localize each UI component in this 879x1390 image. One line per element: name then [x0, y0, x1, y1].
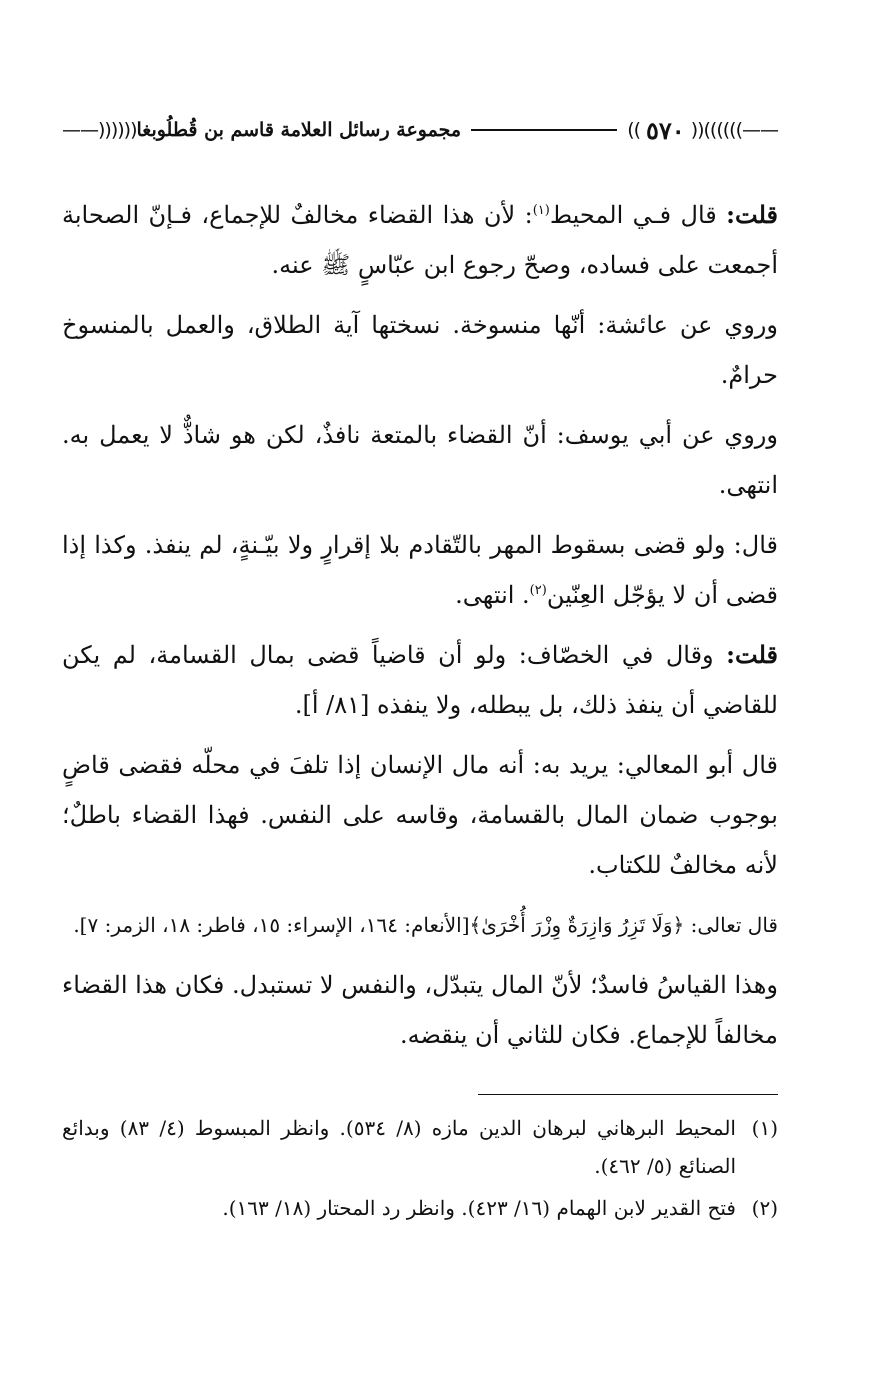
footnote-number: (١): [751, 1116, 778, 1140]
main-text: [62, 190, 778, 1060]
page-number: ٥٧٠: [646, 115, 685, 145]
paragraph-text: وقال في الخصّاف: ولو أن قاضياً قضى بمال القسامة، لم يكن للقاضي أن ينفذ ذلك، بل يبطله، ولا ينفذه [٨١/ أ].: [62, 641, 778, 719]
footnote-text: المحيط البرهاني لبرهان الدين مازه (٨/ ٥٣٤). وانظر المبسوط (٤/ ٨٣) وبدائع الصنائع (٥/ ٤٦٢).: [62, 1116, 736, 1178]
paragraph-8: [62, 960, 778, 1060]
header-rule: [471, 129, 617, 131]
paragraph-5: [62, 630, 778, 730]
header-ornament-right-inner: ((: [690, 119, 704, 141]
header-ornament-left-inner-1: )): [627, 119, 641, 141]
paragraph-4: [62, 520, 778, 620]
header-ornament-right: ——)))))): [703, 119, 778, 141]
paragraph-7-quran-quote: [62, 900, 778, 950]
paragraph-lead: قلت:: [726, 640, 778, 669]
paragraph-2: [62, 300, 778, 400]
paragraph-text: قال تعالى: ﴿وَلَا تَزِرُ وَازِرَةٌ وِزْرَ أُخْرَىٰ﴾[الأنعام: ١٦٤، الإسراء: ١٥، فاطر: ١٨، الزمر: ٧].: [73, 913, 778, 937]
paragraph-text-cont: : لأن هذا القضاء مخالفٌ للإجماع، فـإنّ الصحابة أجمعت على فساده، وصحّ رجوع ابن عبّاسٍ ﷺ عنه.: [62, 201, 778, 279]
paragraph-text: وروي عن عائشة: أنّها منسوخة. نسختها آية الطلاق، والعمل بالمنسوخ حرامٌ.: [62, 311, 778, 389]
book-page: [62, 110, 778, 1231]
running-header: [62, 110, 778, 150]
footnotes: [62, 1109, 778, 1227]
running-title: مجموعة رسائل العلامة قاسم بن قُطلُوبغا: [136, 119, 462, 141]
footnote-ref-1[interactable]: (١): [532, 203, 550, 218]
footnote-text: فتح القدير لابن الهمام (١٦/ ٤٢٣). وانظر رد المحتار (١٨/ ١٦٣).: [222, 1196, 736, 1220]
paragraph-6: [62, 740, 778, 890]
paragraph-lead: قلت:: [726, 200, 778, 229]
paragraph-text: وهذا القياسُ فاسدٌ؛ لأنّ المال يتبدّل، والنفس لا تستبدل. فكان هذا القضاء مخالفاً للإجماع. فكان للثاني أن ينقضه.: [62, 971, 778, 1049]
paragraph-text: وروي عن أبي يوسف: أنّ القضاء بالمتعة نافذٌ، لكن هو شاذٌّ لا يعمل به. انتهى.: [62, 421, 778, 499]
footnote-2: [62, 1189, 778, 1227]
footnote-separator: [478, 1094, 778, 1095]
paragraph-3: [62, 410, 778, 510]
paragraph-text-cont: . انتهى.: [455, 581, 530, 609]
header-ornament-left: ((((((——: [62, 119, 137, 141]
paragraph-1: [62, 190, 778, 290]
footnote-1: [62, 1109, 778, 1185]
paragraph-text: قال فـي المحيط: [549, 201, 717, 229]
footnote-ref-2[interactable]: (٢): [529, 583, 547, 598]
paragraph-text: قال أبو المعالي: يريد به: أنه مال الإنسان إذا تلفَ في محلّه فقضى قاضٍ بوجوب ضمان المال بالقسامة، وقاسه على النفس. فهذا القضاء باطلٌ؛ لأنه مخالفٌ للكتاب.: [62, 751, 778, 879]
footnote-number: (٢): [751, 1196, 778, 1220]
paragraph-text: قال: ولو قضى بسقوط المهر بالتّقادم بلا إقرارٍ ولا بيّـنةٍ، لم ينفذ. وكذا إذا قضى أن لا يؤجّل العِنّين: [62, 531, 778, 609]
